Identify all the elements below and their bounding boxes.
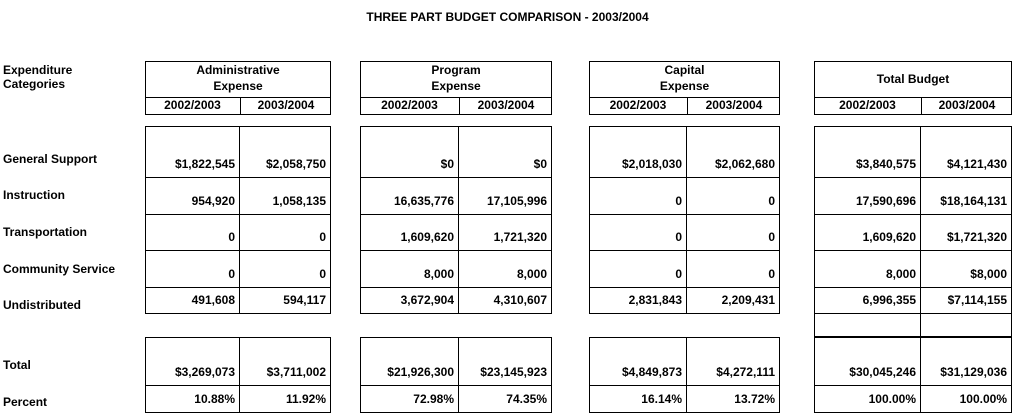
table-cell: 1,609,620 <box>360 214 459 251</box>
table-cell: $31,129,036 <box>920 337 1012 386</box>
table-cell: 10.88% <box>145 385 240 413</box>
row-label: Total <box>3 358 31 372</box>
table-cell: $21,926,300 <box>360 337 459 386</box>
row-label: Percent <box>3 395 48 409</box>
table-cell: $18,164,131 <box>920 177 1012 215</box>
table-cell: $0 <box>458 126 552 178</box>
table-cell: $3,840,575 <box>814 126 921 178</box>
year-header: 2003/2004 <box>459 97 552 115</box>
table-cell: $0 <box>360 126 459 178</box>
year-header: 2002/2003 <box>145 97 240 115</box>
year-header: 2002/2003 <box>589 97 687 115</box>
group-name: Expense <box>213 79 263 93</box>
table-cell: 1,058,135 <box>239 177 331 215</box>
row-label: Instruction <box>3 188 65 202</box>
table-cell: $3,711,002 <box>239 337 331 386</box>
table-cell: $4,272,111 <box>686 337 780 386</box>
table-cell: 17,105,996 <box>458 177 552 215</box>
table-cell: $7,114,155 <box>920 287 1012 314</box>
table-cell: 8,000 <box>360 250 459 288</box>
group-name: Administrative <box>196 63 280 77</box>
table-cell: 0 <box>589 214 687 251</box>
table-cell: 100.00% <box>814 385 921 413</box>
year-header: 2003/2004 <box>687 97 780 115</box>
empty-cell <box>814 313 921 337</box>
category-header <box>3 63 72 91</box>
table-cell: 491,608 <box>145 287 240 314</box>
table-cell: 11.92% <box>239 385 331 413</box>
table-cell: 3,672,904 <box>360 287 459 314</box>
group-name: Capital <box>664 63 705 77</box>
table-cell: $4,121,430 <box>920 126 1012 178</box>
table-cell: 1,609,620 <box>814 214 921 251</box>
table-cell: 0 <box>589 177 687 215</box>
table-cell: 6,996,355 <box>814 287 921 314</box>
table-cell: 0 <box>239 250 331 288</box>
table-cell: $1,721,320 <box>920 214 1012 251</box>
table-cell: 0 <box>686 250 780 288</box>
table-cell: $2,018,030 <box>589 126 687 178</box>
year-header: 2003/2004 <box>921 97 1012 115</box>
group-name: Expense <box>659 79 710 93</box>
table-cell: 1,721,320 <box>458 214 552 251</box>
table-cell: 16,635,776 <box>360 177 459 215</box>
table-cell: 17,590,696 <box>814 177 921 215</box>
year-header: 2002/2003 <box>360 97 459 115</box>
empty-cell <box>920 313 1012 337</box>
table-cell: 0 <box>589 250 687 288</box>
table-cell: 8,000 <box>814 250 921 288</box>
table-cell: 72.98% <box>360 385 459 413</box>
table-cell: $23,145,923 <box>458 337 552 386</box>
table-cell: $4,849,873 <box>589 337 687 386</box>
row-label: Transportation <box>3 225 88 239</box>
table-cell: 8,000 <box>458 250 552 288</box>
table-cell: 0 <box>686 177 780 215</box>
table-cell: 4,310,607 <box>458 287 552 314</box>
category-header-line2: Categories <box>3 77 66 91</box>
table-cell: 2,209,431 <box>686 287 780 314</box>
row-label: General Support <box>3 152 98 166</box>
table-cell: $3,269,073 <box>145 337 240 386</box>
table-cell: 100.00% <box>920 385 1012 413</box>
table-cell: 0 <box>145 214 240 251</box>
row-label: Community Service <box>3 262 116 276</box>
table-cell: 16.14% <box>589 385 687 413</box>
group-name: Total Budget <box>876 72 950 86</box>
table-cell: 74.35% <box>458 385 552 413</box>
group-name: Program <box>431 63 481 77</box>
year-header: 2002/2003 <box>814 97 921 115</box>
table-cell: 0 <box>239 214 331 251</box>
table-cell: 954,920 <box>145 177 240 215</box>
table-cell: $2,058,750 <box>239 126 331 178</box>
year-header: 2003/2004 <box>240 97 331 115</box>
table-cell: 13.72% <box>686 385 780 413</box>
page-title: THREE PART BUDGET COMPARISON - 2003/2004 <box>366 10 649 24</box>
table-cell: 0 <box>145 250 240 288</box>
group-name: Expense <box>431 79 481 93</box>
table-cell: 594,117 <box>239 287 331 314</box>
table-cell: $1,822,545 <box>145 126 240 178</box>
row-label: Undistributed <box>3 298 81 312</box>
table-cell: $2,062,680 <box>686 126 780 178</box>
table-cell: 2,831,843 <box>589 287 687 314</box>
table-cell: 0 <box>686 214 780 251</box>
category-header-line1: Expenditure <box>3 63 73 77</box>
table-cell: $8,000 <box>920 250 1012 288</box>
table-cell: $30,045,246 <box>814 337 921 386</box>
